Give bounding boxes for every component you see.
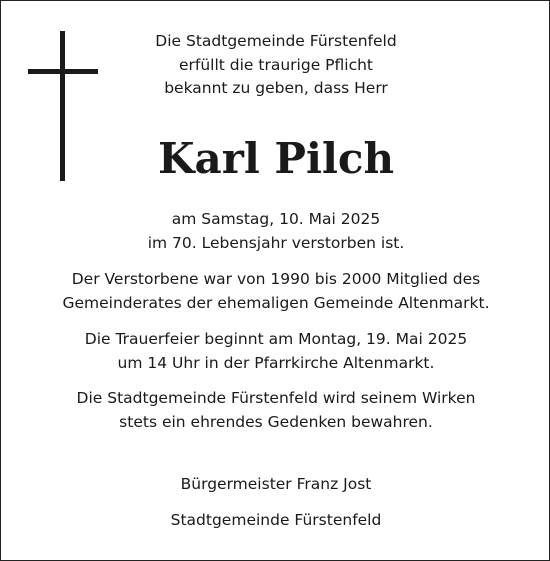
membership-line-1: Der Verstorbene war von 1990 bis 2000 Mitglied des — [71, 270, 481, 288]
intro-line-2: erfüllt die traurige Pflicht — [178, 55, 373, 74]
remembrance-line-1: Die Stadtgemeinde Fürstenfeld wird seinem Wirken — [76, 389, 476, 407]
funeral-line-2: um 14 Uhr in der Pfarrkirche Altenmarkt. — [117, 354, 435, 372]
funeral-line-1: Die Trauerfeier beginnt am Montag, 19. Mai 2025 — [84, 330, 468, 348]
intro-text — [111, 30, 441, 101]
signature-mayor: Bürgermeister Franz Jost — [180, 475, 372, 493]
membership-paragraph — [11, 267, 541, 315]
death-line-1: am Samstag, 10. Mai 2025 — [171, 210, 381, 228]
signature-municipality: Stadtgemeinde Fürstenfeld — [170, 511, 382, 529]
intro-line-1: Die Stadtgemeinde Fürstenfeld — [155, 32, 397, 50]
remembrance-line-2: stets ein ehrendes Gedenken bewahren. — [119, 413, 433, 431]
death-line-2: im 70. Lebensjahr verstorben ist. — [147, 234, 405, 252]
intro-line-3: bekannt zu geben, dass Herr — [164, 79, 388, 97]
membership-line-2: Gemeinderates der ehemaligen Gemeinde Altenmarkt. — [62, 294, 490, 312]
funeral-paragraph — [11, 327, 541, 375]
deceased-name: Karl Pilch — [157, 134, 395, 183]
remembrance-paragraph — [11, 386, 541, 434]
death-announcement — [11, 207, 541, 255]
